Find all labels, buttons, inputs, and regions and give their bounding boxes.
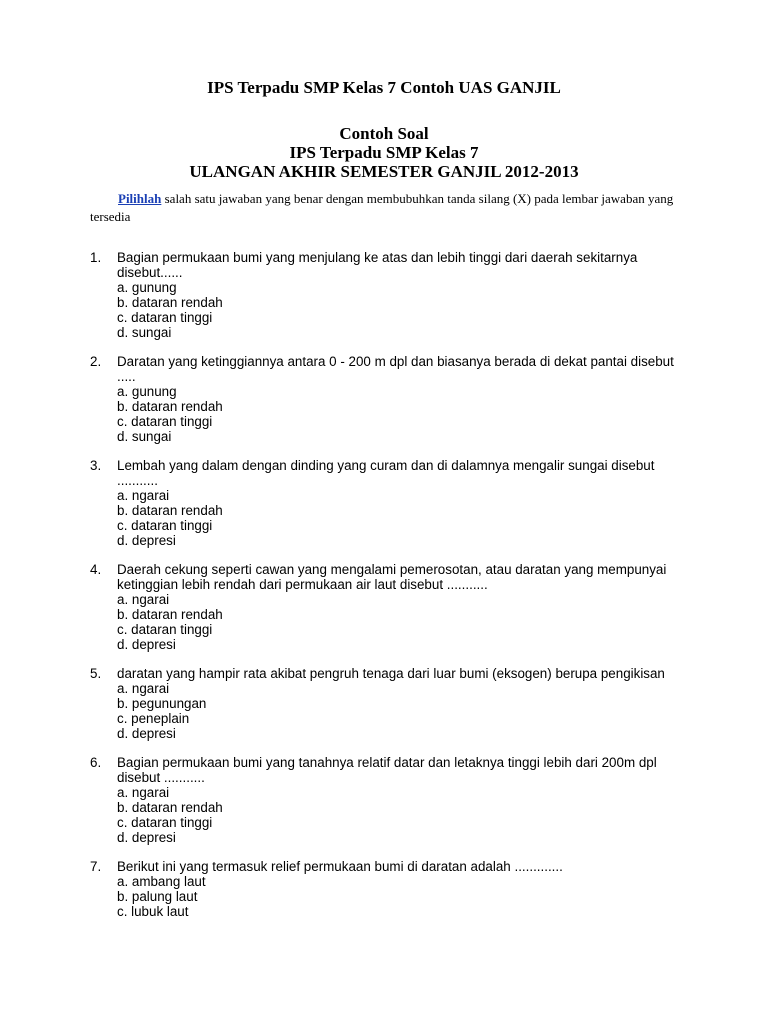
option-d: d. depresi	[117, 726, 176, 741]
option-a: a. ngarai	[117, 488, 170, 503]
question-text: Bagian permukaan bumi yang menjulang ke atas dan lebih tinggi dari daerah sekitarnya disebut......	[117, 250, 638, 280]
question-text: daratan yang hampir rata akibat pengruh tenaga dari luar bumi (eksogen) berupa pengikisan	[117, 666, 665, 681]
page-title: IPS Terpadu SMP Kelas 7 Contoh UAS GANJIL	[207, 78, 561, 97]
question-4	[90, 562, 690, 652]
question-5	[90, 666, 690, 741]
question-text: Daerah cekung seperti cawan yang mengalami pemerosotan, atau daratan yang mempunyai ketinggian lebih rendah dari permukaan air laut disebut ...........	[117, 562, 667, 592]
question-number: 5.	[90, 666, 102, 681]
question-3	[90, 458, 690, 548]
option-d: d. depresi	[117, 830, 176, 845]
option-b: b. dataran rendah	[117, 399, 223, 414]
option-d: d. sungai	[117, 429, 172, 444]
question-text: Bagian permukaan bumi yang tanahnya relatif datar dan letaknya tinggi lebih dari 200m dpl disebut ...........	[117, 755, 657, 785]
option-a: a. ambang laut	[117, 874, 206, 889]
subtitle-contoh-soal: Contoh Soal	[339, 124, 429, 143]
option-a: a. ngarai	[117, 681, 170, 696]
question-7	[90, 859, 690, 919]
option-b: b. dataran rendah	[117, 607, 223, 622]
question-text: Lembah yang dalam dengan dinding yang curam dan di dalamnya mengalir sungai disebut ...........	[117, 458, 655, 488]
option-b: b. pegunungan	[117, 696, 207, 711]
question-number: 2.	[90, 354, 102, 369]
question-2	[90, 354, 690, 444]
subtitle-exam: ULANGAN AKHIR SEMESTER GANJIL 2012-2013	[189, 162, 579, 181]
question-number: 3.	[90, 458, 102, 473]
option-c: c. peneplain	[117, 711, 190, 726]
option-d: d. depresi	[117, 533, 176, 548]
question-list	[90, 250, 690, 933]
instruction-text: salah satu jawaban yang benar dengan membubuhkan tanda silang (X) pada lembar jawaban yang tersedia	[90, 191, 674, 224]
option-c: c. dataran tinggi	[117, 310, 213, 325]
question-number: 6.	[90, 755, 102, 770]
question-1	[90, 250, 690, 340]
question-6	[90, 755, 690, 845]
option-a: a. gunung	[117, 384, 177, 399]
option-d: d. depresi	[117, 637, 176, 652]
option-d: d. sungai	[117, 325, 172, 340]
option-c: c. dataran tinggi	[117, 815, 213, 830]
pilihlah-link[interactable]: Pilihlah	[118, 191, 162, 206]
option-a: a. ngarai	[117, 785, 170, 800]
question-text: Daratan yang ketinggiannya antara 0 - 200 m dpl dan biasanya berada di dekat pantai disebut .....	[117, 354, 674, 384]
option-c: c. lubuk laut	[117, 904, 189, 919]
option-b: b. dataran rendah	[117, 295, 223, 310]
subtitle-subject: IPS Terpadu SMP Kelas 7	[289, 143, 479, 162]
question-number: 1.	[90, 250, 102, 265]
option-c: c. dataran tinggi	[117, 622, 213, 637]
question-number: 7.	[90, 859, 102, 874]
option-a: a. gunung	[117, 280, 177, 295]
question-text: Berikut ini yang termasuk relief permukaan bumi di daratan adalah .............	[117, 859, 563, 874]
option-a: a. ngarai	[117, 592, 170, 607]
question-number: 4.	[90, 562, 102, 577]
option-c: c. dataran tinggi	[117, 414, 213, 429]
option-b: b. dataran rendah	[117, 800, 223, 815]
instruction-paragraph	[90, 190, 690, 226]
option-b: b. dataran rendah	[117, 503, 223, 518]
option-b: b. palung laut	[117, 889, 198, 904]
option-c: c. dataran tinggi	[117, 518, 213, 533]
